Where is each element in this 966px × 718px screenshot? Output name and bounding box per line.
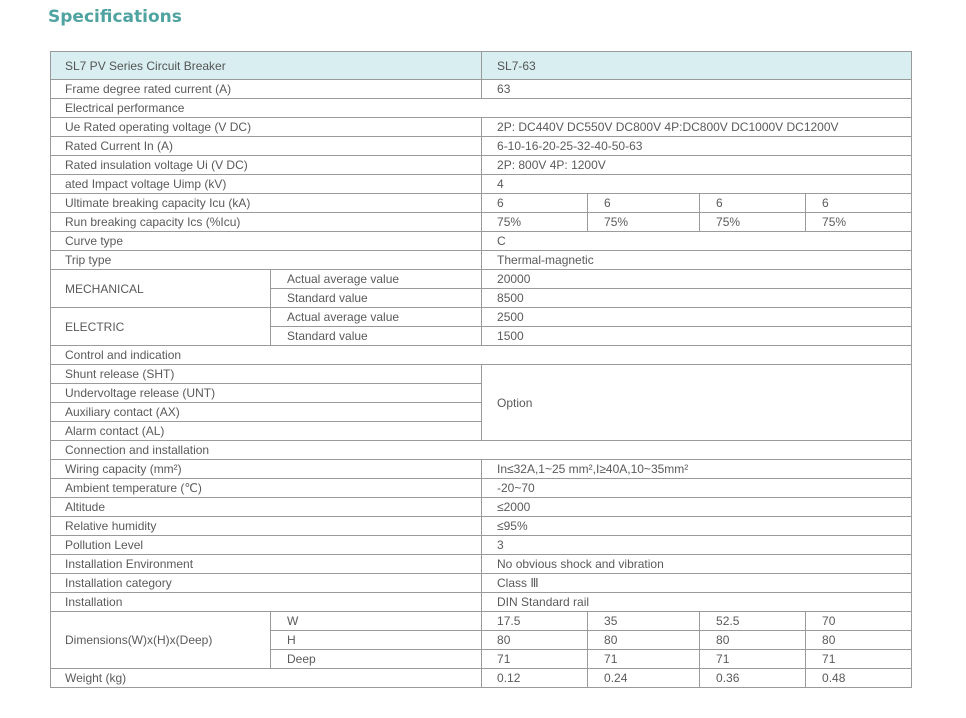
table-header-row	[51, 52, 912, 80]
row-value: DIN Standard rail	[482, 593, 912, 612]
row-label: Frame degree rated current (A)	[51, 80, 482, 99]
row-value: C	[482, 232, 912, 251]
sub-label: Actual average value	[271, 270, 482, 289]
row-label: ated Impact voltage Uimp (kV)	[51, 175, 482, 194]
table-row	[51, 194, 912, 213]
specifications-table	[50, 51, 912, 688]
cell-value: 6	[700, 194, 806, 213]
table-row	[51, 156, 912, 175]
row-label: Shunt release (SHT)	[51, 365, 482, 384]
table-row	[51, 574, 912, 593]
row-label: Auxiliary contact (AX)	[51, 403, 482, 422]
sub-label: W	[271, 612, 482, 631]
table-row	[51, 536, 912, 555]
cell-value: 71	[588, 650, 700, 669]
cell-value: 0.24	[588, 669, 700, 688]
table-row	[51, 270, 912, 289]
row-value: Thermal-magnetic	[482, 251, 912, 270]
row-label: Rated Current In (A)	[51, 137, 482, 156]
row-label: Curve type	[51, 232, 482, 251]
cell-value: 75%	[482, 213, 588, 232]
cell-value: 0.36	[700, 669, 806, 688]
row-value: 8500	[482, 289, 912, 308]
cell-value: 35	[588, 612, 700, 631]
table-row	[51, 175, 912, 194]
sub-label: Actual average value	[271, 308, 482, 327]
row-label: Undervoltage release (UNT)	[51, 384, 482, 403]
option-value: Option	[482, 365, 912, 441]
section-label: Connection and installation	[51, 441, 912, 460]
table-row	[51, 555, 912, 574]
row-label: Run breaking capacity Ics (%Icu)	[51, 213, 482, 232]
group-label: ELECTRIC	[51, 308, 271, 346]
row-label: Ultimate breaking capacity Icu (kA)	[51, 194, 482, 213]
cell-value: 52.5	[700, 612, 806, 631]
table-row	[51, 251, 912, 270]
row-value: 2500	[482, 308, 912, 327]
header-model: SL7-63	[482, 52, 912, 80]
table-row	[51, 460, 912, 479]
table-row	[51, 118, 912, 137]
sub-label: H	[271, 631, 482, 650]
row-label: Alarm contact (AL)	[51, 422, 482, 441]
cell-value: 0.12	[482, 669, 588, 688]
group-label: MECHANICAL	[51, 270, 271, 308]
cell-value: 75%	[806, 213, 912, 232]
row-value: ≤2000	[482, 498, 912, 517]
row-label: Wiring capacity (mm²)	[51, 460, 482, 479]
table-row	[51, 669, 912, 688]
row-value: 4	[482, 175, 912, 194]
cell-value: 0.48	[806, 669, 912, 688]
row-label: Installation	[51, 593, 482, 612]
table-row	[51, 137, 912, 156]
table-row	[51, 213, 912, 232]
table-row	[51, 612, 912, 631]
cell-value: 71	[700, 650, 806, 669]
cell-value: 75%	[700, 213, 806, 232]
row-value: 3	[482, 536, 912, 555]
section-label: Control and indication	[51, 346, 912, 365]
table-row	[51, 80, 912, 99]
row-label: Installation Environment	[51, 555, 482, 574]
cell-value: 80	[482, 631, 588, 650]
cell-value: 17.5	[482, 612, 588, 631]
row-label: Trip type	[51, 251, 482, 270]
row-value: -20~70	[482, 479, 912, 498]
table-row	[51, 498, 912, 517]
row-label: Altitude	[51, 498, 482, 517]
section-label: Electrical performance	[51, 99, 912, 118]
cell-value: 71	[482, 650, 588, 669]
table-row	[51, 517, 912, 536]
row-label: Pollution Level	[51, 536, 482, 555]
cell-value: 6	[588, 194, 700, 213]
section-row	[51, 99, 912, 118]
table-row	[51, 593, 912, 612]
cell-value: 80	[806, 631, 912, 650]
cell-value: 70	[806, 612, 912, 631]
row-value: Class Ⅲ	[482, 574, 912, 593]
sub-label: Standard value	[271, 327, 482, 346]
row-label: Ue Rated operating voltage (V DC)	[51, 118, 482, 137]
row-value: 1500	[482, 327, 912, 346]
row-value: ≤95%	[482, 517, 912, 536]
page-title: Specifications	[48, 7, 182, 27]
row-label: Weight (kg)	[51, 669, 482, 688]
row-value: 2P: 800V 4P: 1200V	[482, 156, 912, 175]
cell-value: 6	[482, 194, 588, 213]
section-row	[51, 346, 912, 365]
row-value: No obvious shock and vibration	[482, 555, 912, 574]
row-label: Installation category	[51, 574, 482, 593]
table-row	[51, 365, 912, 384]
table-row	[51, 479, 912, 498]
table-row	[51, 308, 912, 327]
row-value: In≤32A,1~25 mm²,I≥40A,10~35mm²	[482, 460, 912, 479]
row-value: 63	[482, 80, 912, 99]
header-label: SL7 PV Series Circuit Breaker	[51, 52, 482, 80]
cell-value: 80	[588, 631, 700, 650]
table-row	[51, 232, 912, 251]
row-label: Ambient temperature (℃)	[51, 479, 482, 498]
cell-value: 75%	[588, 213, 700, 232]
cell-value: 71	[806, 650, 912, 669]
row-value: 2P: DC440V DC550V DC800V 4P:DC800V DC1000V DC1200V	[482, 118, 912, 137]
row-label: Relative humidity	[51, 517, 482, 536]
section-row	[51, 441, 912, 460]
sub-label: Deep	[271, 650, 482, 669]
row-label: Rated insulation voltage Ui (V DC)	[51, 156, 482, 175]
group-label: Dimensions(W)x(H)x(Deep)	[51, 612, 271, 669]
row-value: 6-10-16-20-25-32-40-50-63	[482, 137, 912, 156]
cell-value: 80	[700, 631, 806, 650]
sub-label: Standard value	[271, 289, 482, 308]
row-value: 20000	[482, 270, 912, 289]
cell-value: 6	[806, 194, 912, 213]
